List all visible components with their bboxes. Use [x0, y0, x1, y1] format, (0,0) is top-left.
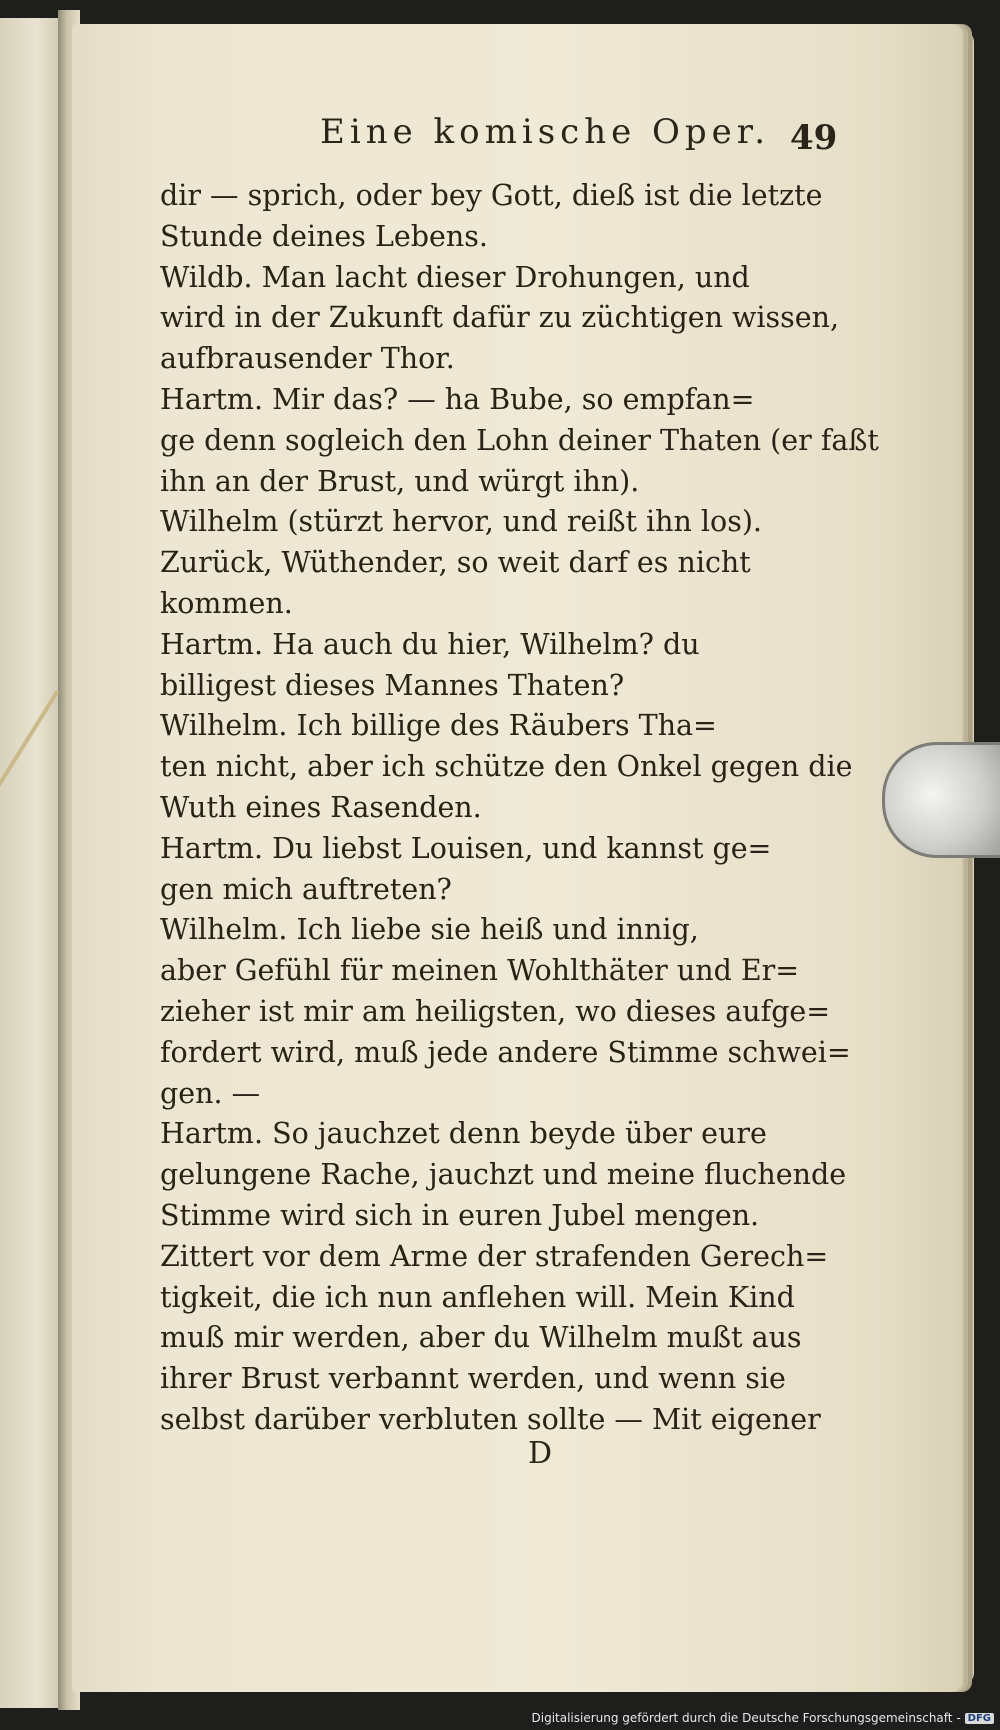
text-line: kommen. [160, 586, 293, 620]
text-line: Wilhelm. Ich liebe sie heiß und innig, [160, 913, 699, 947]
text-line: Stunde deines Lebens. [160, 219, 488, 253]
page-number: 49 [790, 118, 838, 158]
text-line: gen. — [160, 1076, 261, 1110]
page-body-text [160, 176, 879, 1441]
text-line: Wuth eines Rasenden. [160, 790, 482, 824]
text-line: ihn an der Brust, und würgt ihn). [160, 464, 640, 498]
text-line: Hartm. Du liebst Louisen, und kannst ge= [160, 831, 772, 865]
text-line: gelungene Rache, jauchzt und meine fluchende [160, 1158, 847, 1192]
running-title: Eine komische Oper. [320, 112, 771, 152]
dfg-logo: DFG [965, 1713, 994, 1724]
text-line: Hartm. Mir das? — ha Bube, so empfan= [160, 382, 755, 416]
text-line: dir — sprich, oder bey Gott, dieß ist die letzte [160, 179, 823, 212]
footer-credit [532, 1708, 995, 1728]
text-line: ihrer Brust verbannt werden, und wenn sie [160, 1362, 786, 1396]
text-line: Zurück, Wüthender, so weit darf es nicht [160, 546, 751, 580]
text-line: selbst darüber verbluten sollte — Mit eigener [160, 1402, 821, 1436]
text-line: ten nicht, aber ich schütze den Onkel gegen die [160, 750, 853, 784]
text-line: Wildb. Man lacht dieser Drohungen, und [160, 260, 750, 294]
text-line: Hartm. So jauchzet denn beyde über eure [160, 1117, 767, 1151]
text-line: zieher ist mir am heiligsten, wo dieses aufge= [160, 994, 831, 1028]
text-line: Stimme wird sich in euren Jubel mengen. [160, 1198, 760, 1232]
text-line: gen mich auftreten? [160, 872, 452, 906]
text-line: muß mir werden, aber du Wilhelm mußt aus [160, 1321, 802, 1355]
left-page-edge [0, 18, 62, 1708]
signature-mark: D [528, 1436, 553, 1471]
text-line: tigkeit, die ich nun anflehen will. Mein Kind [160, 1280, 795, 1314]
text-line: fordert wird, muß jede andere Stimme schwei= [160, 1035, 851, 1069]
text-line: Wilhelm. Ich billige des Räubers Tha= [160, 709, 717, 743]
page-holder-tab [882, 742, 1000, 858]
footer-credit-text: Digitalisierung gefördert durch die Deutsche Forschungsgemeinschaft - [531, 1711, 961, 1725]
text-line: Hartm. Ha auch du hier, Wilhelm? du [160, 627, 700, 661]
text-line: aber Gefühl für meinen Wohlthäter und Er= [160, 954, 800, 988]
text-line: ge denn sogleich den Lohn deiner Thaten (er faßt [160, 423, 879, 457]
text-line: aufbrausender Thor. [160, 342, 455, 376]
text-line: Wilhelm (stürzt hervor, und reißt ihn los). [160, 505, 762, 539]
text-line: wird in der Zukunft dafür zu züchtigen wissen, [160, 301, 840, 335]
text-line: Zittert vor dem Arme der strafenden Gerech= [160, 1239, 829, 1273]
text-line: billigest dieses Mannes Thaten? [160, 668, 625, 702]
